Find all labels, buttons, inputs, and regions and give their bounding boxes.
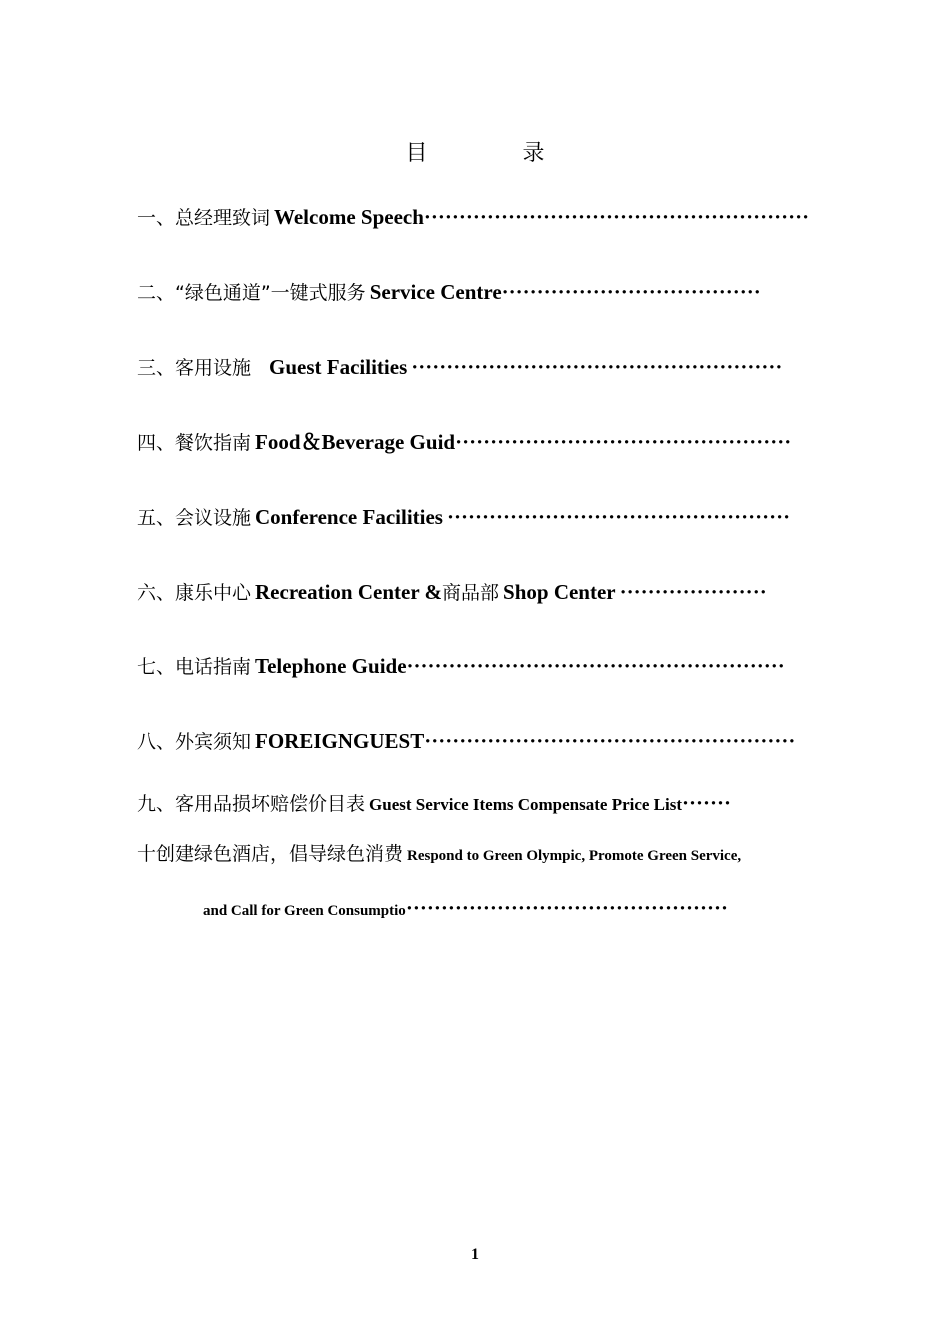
leader-dots: ······················································· (423, 205, 810, 229)
entry-label: 二、“绿色通道”一键式服务 (137, 282, 366, 304)
toc-entry-guest-facilities[interactable] (137, 357, 782, 378)
entry-label: 七、电话指南 (137, 656, 252, 678)
entry-label: 六、康乐中心 (137, 582, 252, 604)
page-number: 1 (471, 1246, 479, 1263)
leader-dots: ················································ (455, 430, 792, 454)
toc-entry-food-beverage[interactable] (137, 432, 791, 453)
entry-english: Respond to Green Olympic, Promote Green Service, (407, 848, 742, 864)
entry-english: Conference Facilities (255, 505, 443, 529)
entry-label: 五、会议设施 (137, 507, 252, 529)
leader-dots: ················································· (446, 505, 791, 529)
toc-title: 目 录 (405, 141, 589, 166)
entry-english: Welcome Speech (274, 205, 424, 229)
entry-label: 三、客用设施 (137, 357, 252, 379)
leader-dots: ·············································· (405, 896, 728, 920)
entry-english: Food＆Beverage Guid (255, 430, 456, 454)
entry-label-secondary: 商品部 (442, 582, 500, 604)
entry-label: 一、总经理致词 (137, 207, 271, 229)
entry-english: FOREIGNGUEST (255, 729, 425, 753)
leader-dots: ····································· (501, 280, 761, 304)
entry-english: Recreation Center & (255, 580, 443, 604)
toc-entry-conference-facilities[interactable] (137, 507, 790, 528)
toc-entry-service-centre[interactable] (137, 282, 761, 303)
entry-english: Guest Service Items Compensate Price List (369, 795, 683, 814)
leader-dots: ····················································· (424, 729, 796, 753)
entry-label: 九、客用品损坏赔偿价目表 (137, 793, 366, 815)
entry-label: 四、餐饮指南 (137, 432, 252, 454)
leader-dots: ······················································ (406, 654, 785, 678)
leader-dots: ····················································· (411, 355, 783, 379)
toc-entry-welcome-speech[interactable] (137, 207, 809, 228)
entry-label: 十创建绿色酒店，倡导绿色消费 (137, 843, 404, 865)
entry-label: 八、外宾须知 (137, 731, 252, 753)
toc-entry-green-hotel[interactable] (137, 845, 741, 864)
leader-dots: ····················· (619, 580, 767, 604)
entry-english-continued: and Call for Green Consumptio (203, 903, 406, 919)
entry-english: Guest Facilities (269, 355, 408, 379)
leader-dots: ······· (682, 791, 732, 815)
entry-english: Service Centre (369, 280, 502, 304)
toc-entry-compensation-price-list[interactable] (137, 793, 731, 814)
toc-entry-green-hotel-continued[interactable] (203, 898, 728, 919)
entry-english-secondary: Shop Center (503, 580, 616, 604)
toc-entry-foreign-guest[interactable] (137, 731, 795, 752)
entry-english: Telephone Guide (255, 654, 407, 678)
toc-entry-recreation-shop[interactable] (137, 582, 767, 603)
toc-entry-telephone-guide[interactable] (137, 656, 785, 677)
